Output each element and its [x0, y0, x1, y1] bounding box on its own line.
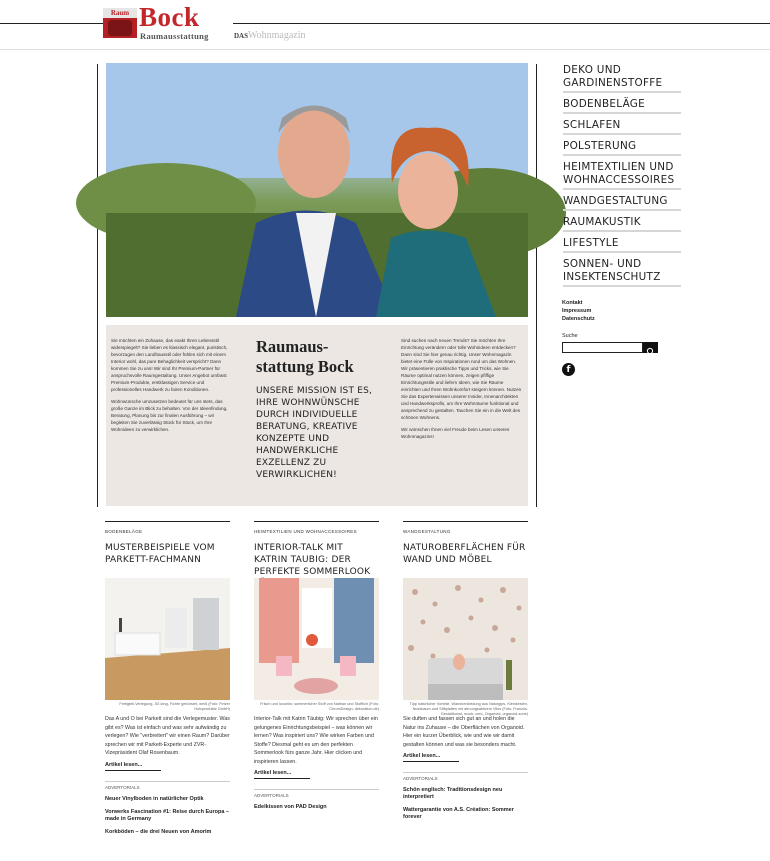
- nav-item-sonnenschutz[interactable]: SONNEN- UND INSEKTENSCHUTZ: [563, 258, 681, 287]
- article-divider: [403, 521, 528, 522]
- intro-right-column: [401, 337, 523, 445]
- nav-item-schlafen[interactable]: SCHLAFEN: [563, 119, 681, 135]
- magazine-name: Wohnmagazin: [248, 30, 306, 41]
- advertorial-link[interactable]: Vorwerks Fascination #1: Reise durch Europa – made in Germany: [105, 808, 229, 822]
- article-category[interactable]: HEIMTEXTILIEN UND WOHNACCESSOIRES: [254, 529, 357, 534]
- article-card-bodenbelaege: [105, 521, 230, 836]
- advertorial-link[interactable]: Wattergarantie von A.S. Création: Sommer forever: [403, 807, 514, 820]
- read-more-link[interactable]: Artikel lesen...: [403, 753, 441, 759]
- read-more-underline: [403, 761, 459, 762]
- article-card-heimtextilien: [254, 521, 379, 811]
- facebook-icon[interactable]: f: [562, 363, 575, 376]
- logo-crest-icon: [108, 20, 132, 36]
- link-kontakt[interactable]: Kontakt: [562, 300, 583, 306]
- read-more-underline: [105, 770, 161, 771]
- search-icon: [643, 346, 658, 357]
- intro-box: [106, 325, 528, 506]
- intro-left-column: [111, 337, 233, 438]
- article-image[interactable]: [105, 578, 230, 700]
- intro-title: Raumaus-stattung Bock: [256, 337, 354, 376]
- intro-mission: UNSERE MISSION IST ES, IHRE WOHNWÜNSCHE DURCH INDIVIDUELLE BERATUNG, KREATIVE KONZEPTE UND HANDWERKLICHE EXZELLENZ ZU VERWIRKLICHEN!: [256, 386, 373, 480]
- article-headline[interactable]: INTERIOR-TALK MIT KATRIN TAUBIG: DER PERFEKTE SOMMERLOOK: [254, 543, 371, 577]
- logo-subtitle: Raumausstattung: [140, 31, 209, 41]
- footer-links: [562, 299, 595, 323]
- nav-item-bodenbelaege[interactable]: BODENBELÄGE: [563, 98, 681, 114]
- magazine-prefix: DAS: [234, 32, 249, 40]
- hero-left-border: [97, 64, 98, 507]
- intro-right-paragraph-2: Wir wünschen Ihnen viel Freude beim Lesen unseres Wohnmagazins!: [401, 427, 510, 439]
- advertorials-label: ADVERTORIALS: [403, 772, 528, 781]
- nav-item-wandgestaltung[interactable]: WANDGESTALTUNG: [563, 195, 681, 211]
- nav-item-lifestyle[interactable]: LIFESTYLE: [563, 237, 681, 253]
- article-headline[interactable]: MUSTERBEISPIELE VOM PARKETT-FACHMANN: [105, 543, 215, 565]
- wall-photo: [403, 578, 528, 700]
- article-card-wandgestaltung: [403, 521, 528, 821]
- article-image[interactable]: [254, 578, 379, 700]
- advertorial-link[interactable]: Edelkissen von PAD Design: [254, 804, 327, 810]
- search-input[interactable]: [562, 342, 643, 353]
- search-label: Suche: [562, 333, 578, 339]
- hero-right-border: [536, 64, 537, 507]
- intro-middle-column: [256, 337, 382, 481]
- article-teaser: Interior-Talk mit Katrin Täubig: Wir sprechen über ein gelungenes Einrichtungsbeispiel – was können wir lernen? Was inspiriert uns? Wie wirken Farben und Stoffe? Diesmal geht es um den perfekten Sommerlook fürs ganze Jahr. Hier clicken und inspirieren lassen.: [254, 716, 378, 765]
- article-caption: Fertigteil-Verlegung, 3G lang, Fichte gebürstet, weiß (Foto: Fetzer Holzprodukte GmbH): [119, 702, 230, 711]
- article-teaser: Das A und O bei Parkett sind die Verlegemuster. Was gibt es? Was ist einfach und was sehr aufwändig zu verlegen? Wie "verbreitert" wir einen Raum? Darüber sprechen wir mit Parkett-Experte und ZVR-Vizepräsident Olaf Rosenbaum.: [105, 716, 230, 756]
- read-more-link[interactable]: Artikel lesen...: [254, 770, 292, 776]
- advertorials-label: ADVERTORIALS: [105, 781, 230, 790]
- nav-item-deko[interactable]: DEKO UND GARDINENSTOFFE: [563, 64, 681, 93]
- link-datenschutz[interactable]: Datenschutz: [562, 316, 595, 322]
- hero-photo: [106, 63, 528, 317]
- advertorial-link[interactable]: Neuer Vinylboden in natürlicher Optik: [105, 795, 204, 802]
- intro-left-paragraph-2: Wohnwünsche umzusetzen bedeutet für uns stets, das große Ganze im Blick zu behalten. Von der Ideenfindung, Beratung, Planung bis zur finalen Ausführung – wir begleiten Sie zuverlässig Stück für Stück, um Ihre Wohnideen zu verwirklichen.: [111, 399, 228, 432]
- article-category[interactable]: BODENBELÄGE: [105, 529, 143, 534]
- nav-item-polsterung[interactable]: POLSTERUNG: [563, 140, 681, 156]
- link-impressum[interactable]: Impressum: [562, 308, 592, 314]
- header-line-bottom: [0, 49, 770, 50]
- hero-photo-art: [106, 63, 528, 317]
- article-headline[interactable]: NATUROBERFLÄCHEN FÜR WAND UND MÖBEL: [403, 543, 526, 565]
- advertorial-link[interactable]: Schön englisch: Traditionsdesign neu interpretiert: [403, 787, 503, 800]
- article-caption: Tipp natürlicher Vorteile, Wandverkleidung aus Naturgips, Kleinkesten, Nussbaum und Stiftplatten mit atmungsaktivem Vlies (Foto: Französ. Gestaltkunst, mock: creo, Organoid, organoid-zone): [409, 702, 528, 716]
- site-logo[interactable]: [103, 2, 233, 42]
- search-button[interactable]: [643, 342, 658, 353]
- article-divider: [105, 521, 230, 522]
- article-caption: Frisch und luxuriös: sommerlicher Stoff von Nathan und Stofflich (Foto: ChromDesign, dekoration.de): [260, 702, 379, 711]
- article-divider: [254, 521, 379, 522]
- article-teaser: Sie duften und fassen sich gut an und holen die Natur ins Zuhause – die Oberflächen von Organoid. Hier ein kurzer Überblick, wie und wie wir damit gestalten können und was sie besonders macht.: [403, 716, 525, 748]
- category-nav: [563, 64, 681, 292]
- advertorials-label: ADVERTORIALS: [254, 789, 379, 798]
- nav-item-raumakustik[interactable]: RAUMAKUSTIK: [563, 216, 681, 232]
- logo-badge: [103, 8, 137, 38]
- article-category[interactable]: WANDGESTALTUNG: [403, 529, 451, 534]
- intro-right-paragraph-1: Sind suchen nach neuen Trends? Sie möchten Ihre Einrichtung verändern oder tolle Wohnideen entdecken? Dann sind Sie hier genau richtig. Unser Wohnmagazin bietet eine Fülle von Inspirationen rund um das Wohnen. Wir präsentieren praktische Tipps und Tricks, wie Sie Räume optimal nutzen können, zeigen pfiffige Einrichtungsstile und liefern Ideen, wie Sie Räume einrichten und Ihren Wohnkomfort steigern können. Nutzen Sie das Expertenwissen unserer Insider, Innenarchitekten und Handwerksprofis, um Ihre Wohnräume funktional und ansprechend zu gestalten. Tauchen Sie ein in die Welt des schönen Wohnens.: [401, 338, 522, 420]
- article-image[interactable]: [403, 578, 528, 700]
- logo-badge-text: Raum: [103, 8, 137, 18]
- advertorial-link[interactable]: Korkböden – die drei Neuen von Amorim: [105, 828, 212, 835]
- kitchen-photo: [105, 578, 230, 700]
- read-more-link[interactable]: Artikel lesen...: [105, 761, 143, 768]
- logo-name: Bock: [139, 2, 200, 32]
- read-more-underline: [254, 778, 310, 779]
- magazine-title[interactable]: [232, 30, 308, 41]
- intro-left-paragraph-1: Sie möchten ein Zuhause, das exakt Ihren Lebensstil widerspiegelt? Sie lieben es klassisch elegant, puristisch, bevorzugen den Landhausstil oder fühlen sich mit einem Interior wohl, das pure Behaglichkeit verspricht? Dann kommen Sie zu uns! Wir sind Ihr Premium-Partner für anspruchsvolle Raumgestaltung. Unser Angebot umfasst Premium-Produkte, erstklassigen Service und professionelles Handwerk zu fairen Konditionen.: [111, 338, 228, 392]
- nav-item-heimtextilien[interactable]: HEIMTEXTILIEN UND WOHNACCESSOIRES: [563, 161, 681, 190]
- interior-photo: [254, 578, 379, 700]
